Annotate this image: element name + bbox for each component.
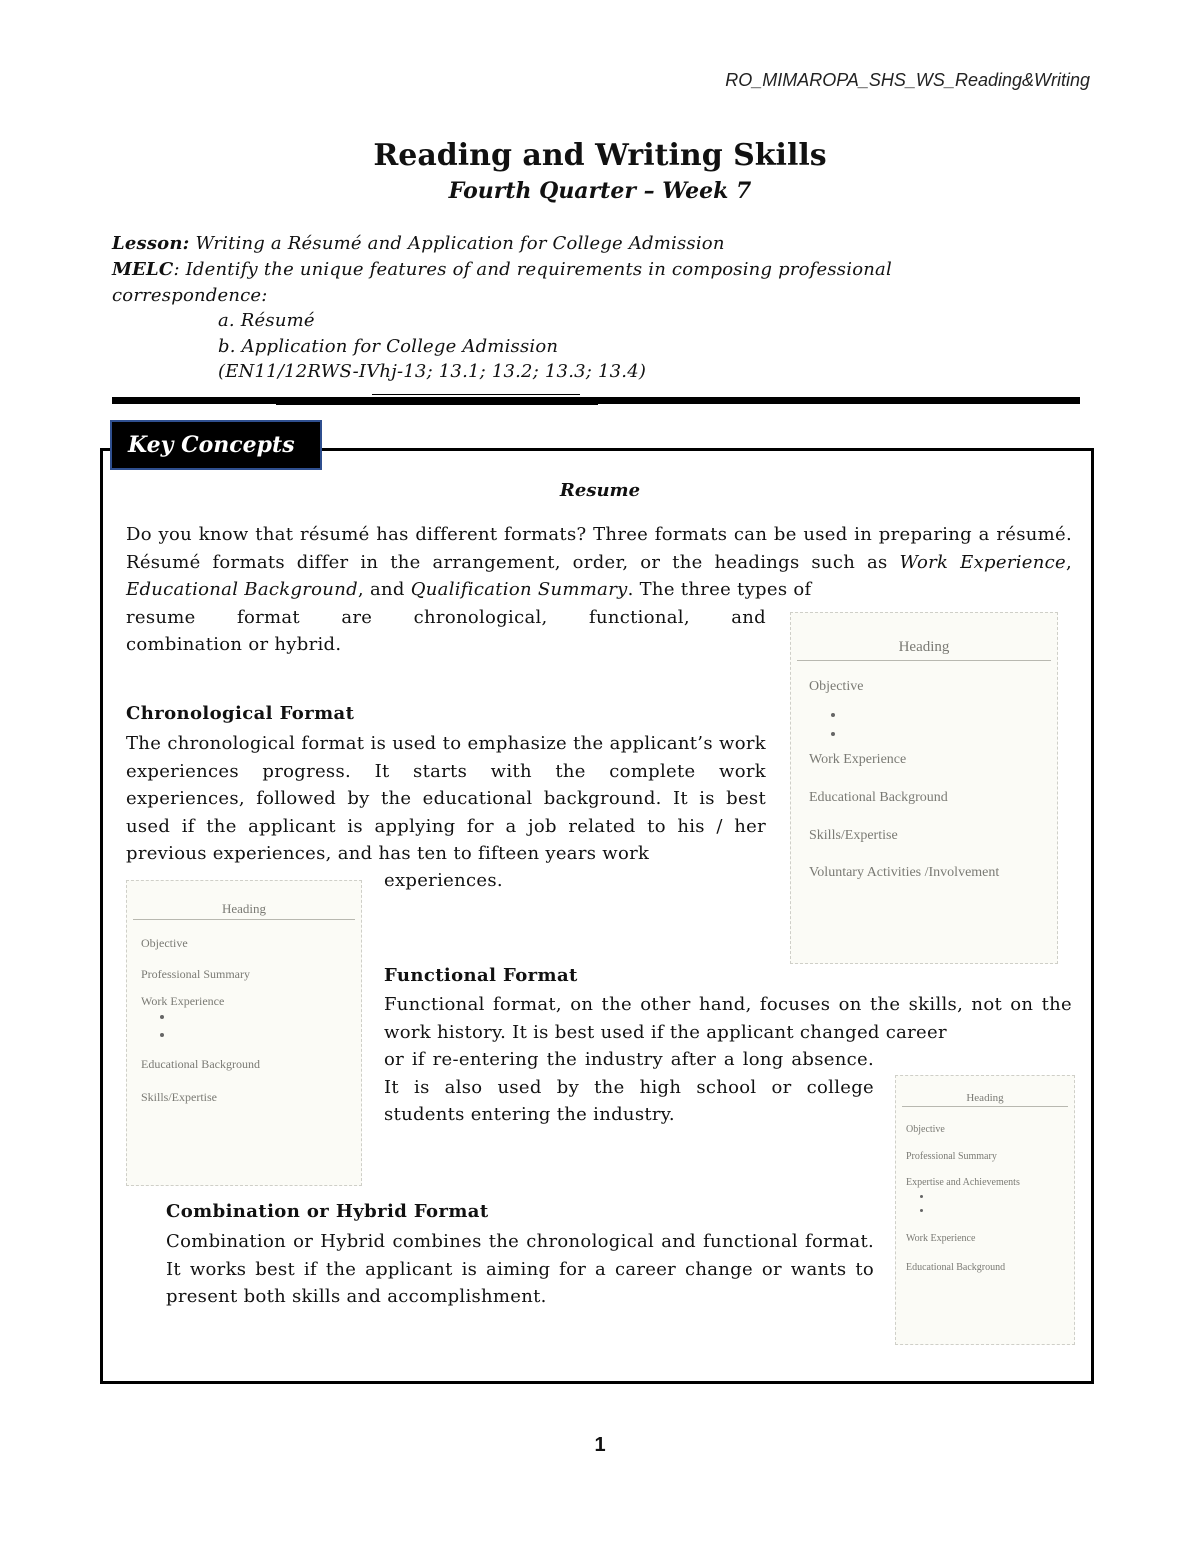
card-item: Expertise and Achievements: [906, 1177, 1020, 1188]
intro-text: Do you know that résumé has different formats? Three formats can be used in preparing a résumé. Résumé formats differ in the arrangement, order, or the headings such as: [126, 524, 1072, 573]
chronological-heading: Chronological Format: [126, 703, 355, 724]
bullet-icon: [831, 732, 835, 736]
lesson-label: Lesson:: [112, 233, 190, 254]
hybrid-heading: Combination or Hybrid Format: [166, 1201, 489, 1222]
card-item: Educational Background: [141, 1057, 260, 1071]
chronological-body-end: experiences.: [384, 870, 503, 891]
melc-label: MELC: [112, 259, 174, 280]
card-item: Work Experience: [809, 752, 907, 767]
page-number: 1: [594, 1434, 606, 1456]
key-concepts-tab: [110, 420, 322, 470]
intro-line-4: resume format are chronological, functional, and: [126, 607, 766, 628]
melc-code: (EN11/12RWS-IVhj-13; 13.1; 13.2; 13.3; 13.4): [218, 361, 647, 382]
melc-item-b: b. Application for College Admission: [218, 336, 559, 357]
intro-paragraph: [126, 521, 1072, 604]
divider-thin: [372, 394, 580, 395]
section-title: Resume: [559, 480, 641, 501]
functional-heading: Functional Format: [384, 965, 578, 986]
functional-body: Functional format, on the other hand, focuses on the skills, not on the work history. It is best used if the applicant changed career: [384, 994, 1072, 1043]
card-item: Objective: [141, 936, 188, 950]
intro-em-work: Work Experience: [899, 551, 1066, 573]
melc-item-a: a. Résumé: [218, 310, 315, 331]
key-concepts-label: Key Concepts: [128, 432, 295, 458]
page-subtitle: Fourth Quarter – Week 7: [448, 178, 752, 204]
card-item: Work Experience: [141, 994, 225, 1008]
intro-em-qualification: Qualification Summary: [410, 579, 628, 600]
card-item: Professional Summary: [906, 1151, 997, 1162]
chronological-sample-card: [790, 612, 1058, 964]
document-code: RO_MIMAROPA_SHS_WS_Reading&Writing: [725, 70, 1090, 90]
melc-line: [112, 259, 892, 280]
card-item: Educational Background: [809, 790, 948, 805]
functional-body-continued: or if re-entering the industry after a long absence. It is also used by the high school or college students entering the industry.: [384, 1049, 874, 1125]
functional-sample-card: [126, 880, 362, 1186]
lesson-text: Writing a Résumé and Application for College Admission: [195, 233, 725, 254]
divider: [112, 397, 1080, 404]
hybrid-body: Combination or Hybrid combines the chronological and functional format. It works best if the applicant is aiming for a career change or wants to present both skills and accomplishment.: [166, 1231, 874, 1307]
bullet-icon: [920, 1209, 923, 1212]
bullet-icon: [831, 713, 835, 717]
hybrid-sample-card: [895, 1075, 1075, 1345]
card-item: Work Experience: [906, 1233, 976, 1244]
bullet-icon: [160, 1033, 164, 1037]
melc-text-continued: correspondence:: [112, 285, 268, 306]
lesson-line: [112, 233, 725, 254]
melc-text: : Identify the unique features of and requirements in composing professional: [173, 259, 892, 280]
card-heading: Heading: [902, 1076, 1068, 1107]
card-item: Skills/Expertise: [809, 828, 898, 843]
bullet-icon: [160, 1015, 164, 1019]
card-heading: Heading: [797, 613, 1051, 661]
divider-thin-lower: [276, 404, 598, 405]
card-item: Objective: [906, 1124, 945, 1135]
page-title: Reading and Writing Skills: [373, 138, 827, 173]
card-item: Educational Background: [906, 1262, 1006, 1273]
bullet-icon: [920, 1195, 923, 1198]
card-item: Objective: [809, 679, 864, 694]
card-item: Skills/Expertise: [141, 1090, 217, 1104]
intro-text-end: . The three types of: [627, 579, 812, 600]
intro-em-education: Educational Background: [126, 579, 358, 600]
intro-line-5: combination or hybrid.: [126, 634, 342, 655]
chronological-body: The chronological format is used to emphasize the applicant’s work experiences progress. It starts with the complete work experiences, followed by the educational background. It is best used if the applicant is applying for a job related to his / her previous experiences, and has ten to fifteen years work: [126, 733, 766, 864]
intro-sep2: , and: [357, 579, 411, 600]
card-heading: Heading: [133, 881, 355, 920]
card-item: Voluntary Activities /Involvement: [809, 865, 1000, 880]
intro-sep: ,: [1065, 551, 1072, 573]
card-item: Professional Summary: [141, 967, 250, 981]
